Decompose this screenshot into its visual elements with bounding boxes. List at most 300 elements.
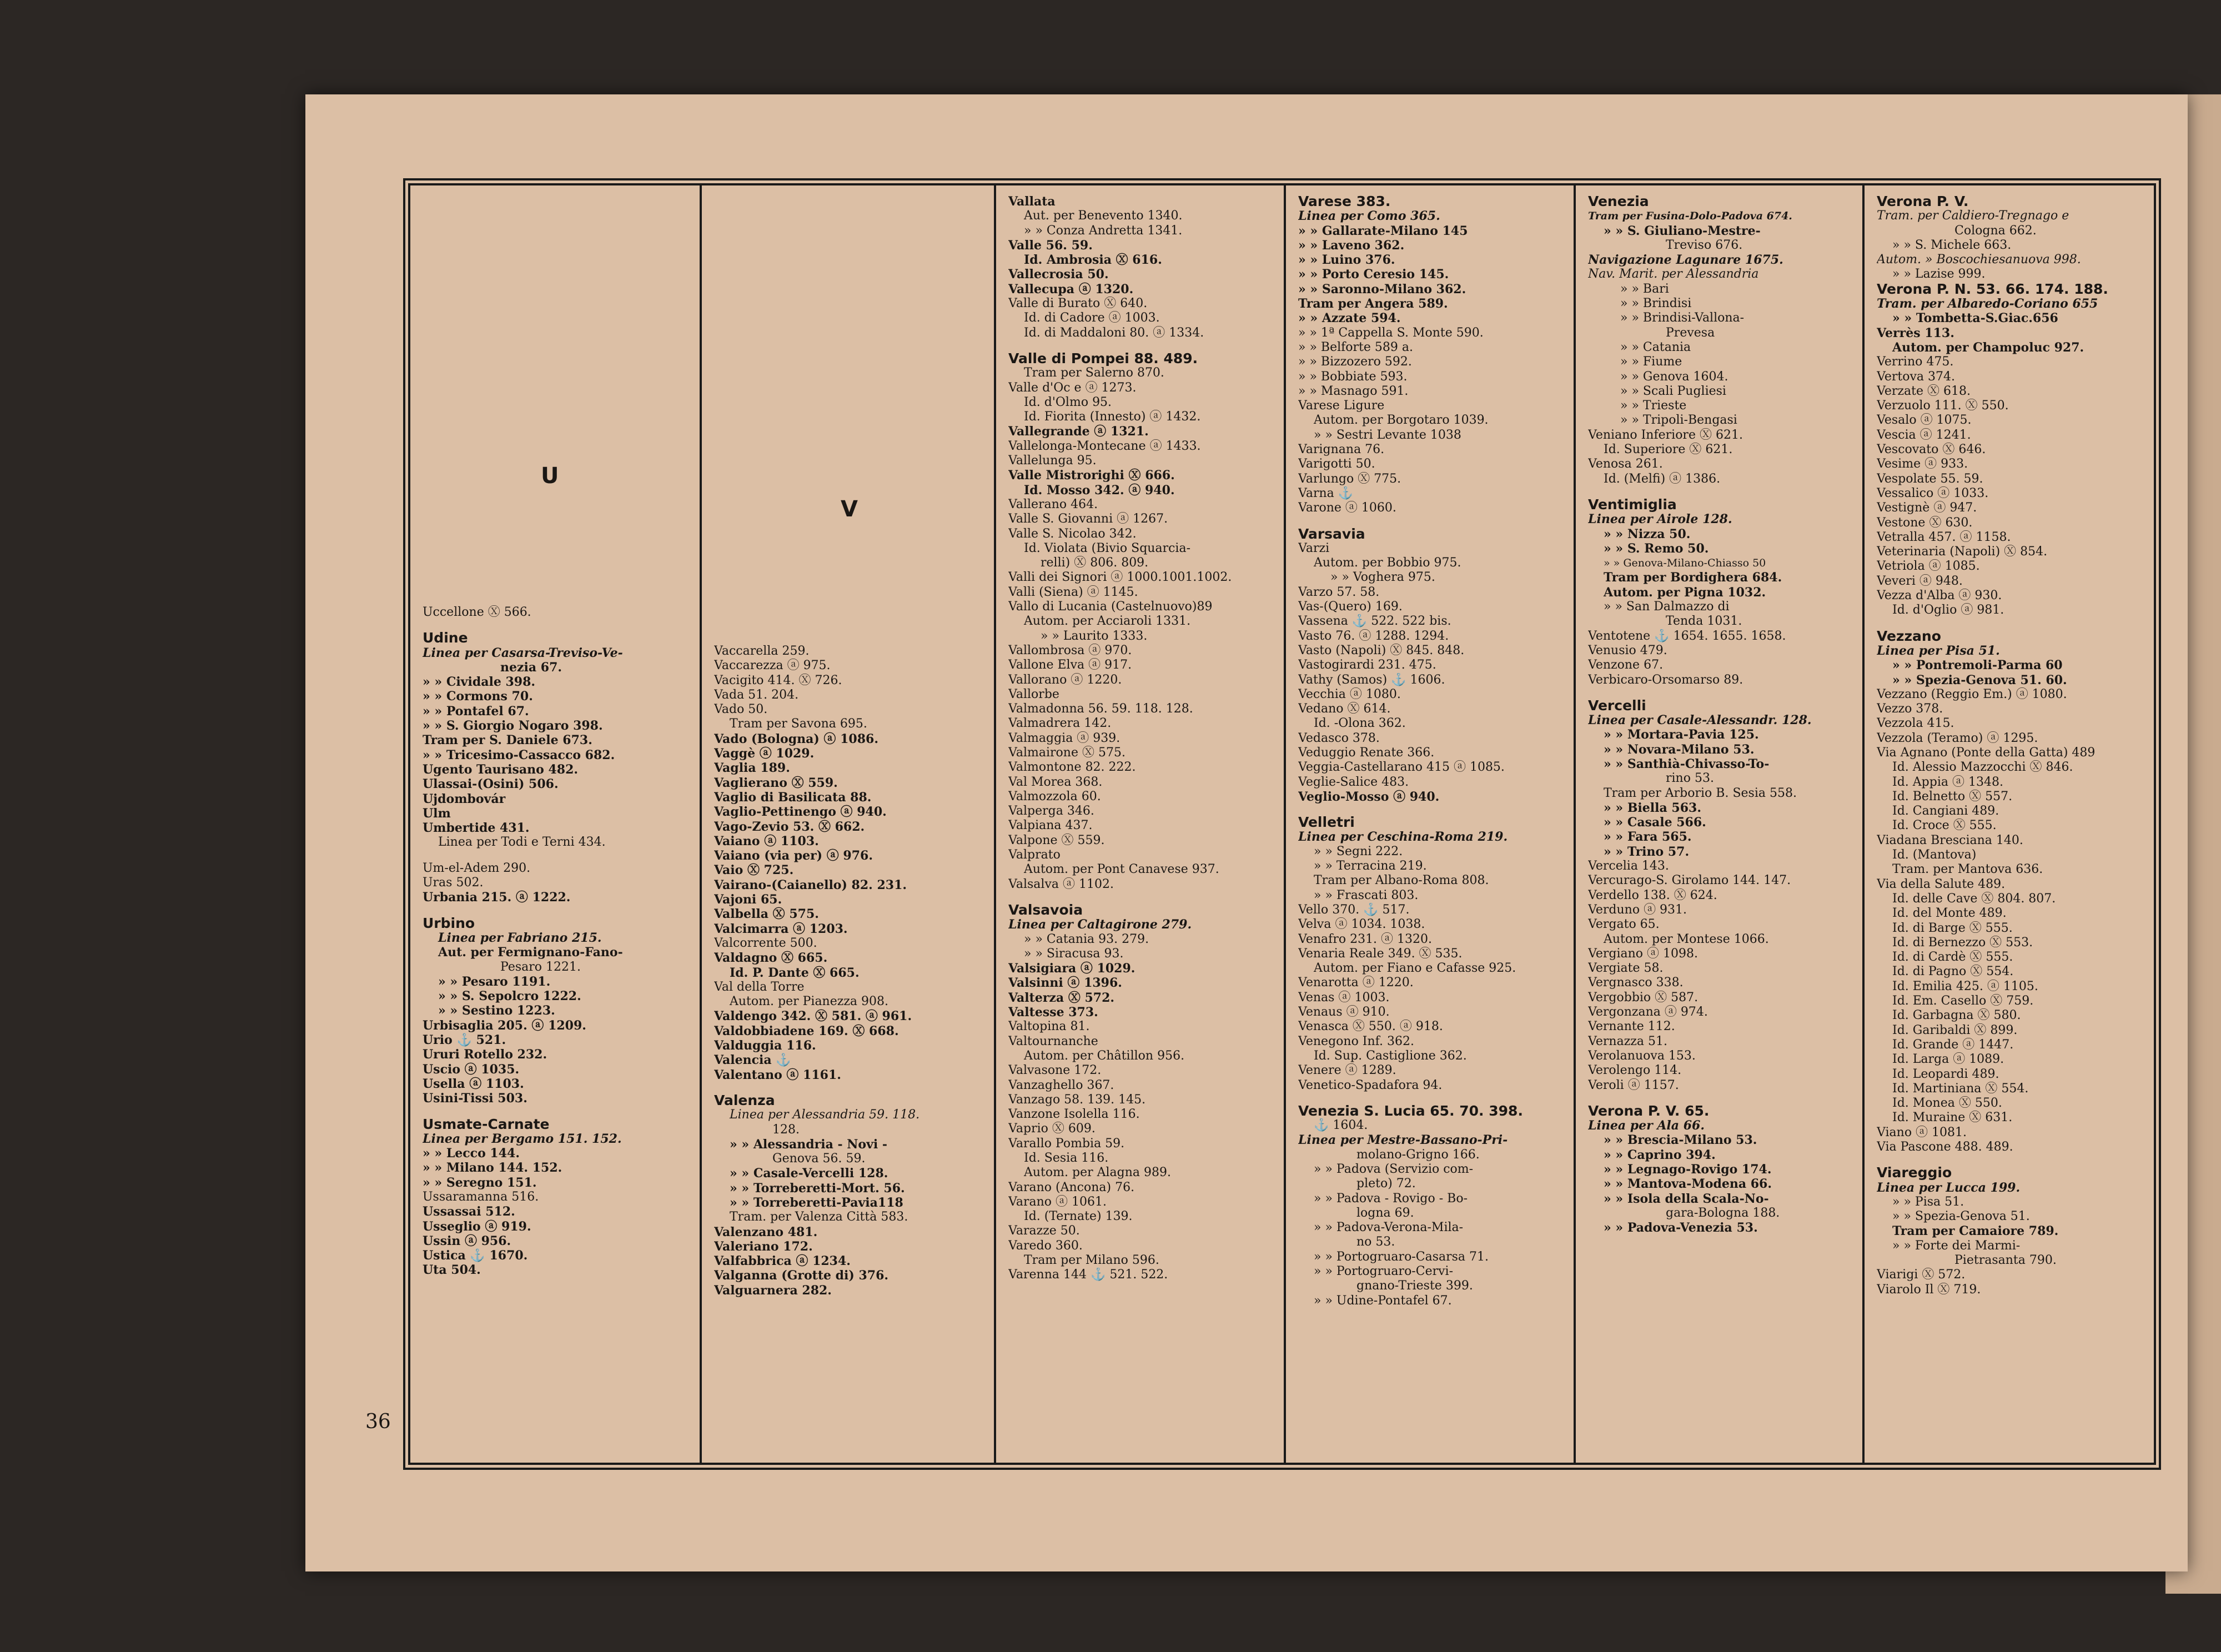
entry-spacer: [423, 850, 690, 861]
index-entry: Vastogirardi 231. 475.: [1298, 658, 1436, 672]
index-entry: Vaglia 189.: [714, 761, 790, 776]
index-entry: Autom. per Champoluc 927.: [1892, 340, 2084, 355]
index-entry: » » Fiume: [1620, 355, 1682, 369]
index-entry: Valli dei Signori ⓐ 1000.1001.1002.: [1008, 570, 1232, 585]
index-entry: » » Pesaro 1191.: [438, 974, 551, 989]
index-entry: Vernante 112.: [1588, 1020, 1675, 1034]
index-entry: Varano (Ancona) 76.: [1008, 1180, 1135, 1194]
index-entry: » » Udine-Pontafel 67.: [1314, 1293, 1452, 1308]
index-entry: » » Tripoli-Bengasi: [1620, 413, 1737, 428]
index-entry: Id. di Pagno Ⓧ 554.: [1892, 965, 2014, 979]
index-entry: » » Fara 565.: [1604, 830, 1692, 845]
index-entry: » » Nizza 50.: [1604, 526, 1691, 541]
index-entry: Linea per Fabriano 215.: [438, 930, 602, 945]
index-entry: » » Brindisi: [1620, 297, 1692, 311]
index-entry: Varenna 144 ⚓ 521. 522.: [1008, 1268, 1168, 1282]
index-entry: Vas-(Quero) 169.: [1298, 600, 1403, 614]
index-entry: Id. Grande ⓐ 1447.: [1892, 1037, 2014, 1052]
index-entry: Verrès 113.: [1877, 325, 1954, 340]
index-entry: Autom. » Boscochiesanuova 998.: [1877, 253, 2081, 267]
index-entry: Venusio 479.: [1588, 643, 1667, 657]
index-entry: Verbicaro-Orsomarso 89.: [1588, 672, 1743, 687]
index-entry: Vaggè ⓐ 1029.: [714, 746, 815, 761]
index-entry: Id. del Monte 489.: [1892, 906, 2007, 921]
index-entry: Venzone 67.: [1588, 658, 1664, 672]
index-entry: Varallo Pombia 59.: [1008, 1136, 1125, 1151]
index-entry: » » Bari: [1620, 282, 1669, 296]
index-entry: » » Biella 563.: [1604, 800, 1701, 815]
index-entry: Vessalico ⓐ 1033.: [1877, 486, 1989, 500]
index-heading: Varsavia: [1298, 526, 1365, 541]
index-entry: » » Pontafel 67.: [423, 704, 529, 719]
index-entry: » » Terracina 219.: [1314, 859, 1427, 873]
index-entry: Linea per Casale-Alessandr. 128.: [1588, 713, 1812, 728]
index-entry: Id. Monea Ⓧ 550.: [1892, 1096, 2002, 1111]
index-entry: Ventotene ⚓ 1654. 1655. 1658.: [1588, 629, 1786, 643]
index-entry: » » Casale 566.: [1604, 815, 1706, 830]
index-entry: Verzuolo 111. Ⓧ 550.: [1877, 399, 2009, 413]
index-entry: Autom. per Alagna 989.: [1024, 1166, 1171, 1180]
index-entry: Aut. per Benevento 1340.: [1024, 209, 1183, 223]
index-entry: Id. d'Oglio ⓐ 981.: [1892, 603, 2004, 617]
index-entry: Veterinaria (Napoli) Ⓧ 854.: [1877, 545, 2048, 559]
index-entry: » » Genova-Milano-Chiasso 50: [1604, 557, 1766, 570]
index-column-6: [1865, 185, 2154, 1463]
index-entry: Vallegrande ⓐ 1321.: [1008, 424, 1149, 439]
index-entry: Valenzano 481.: [714, 1224, 818, 1239]
index-entry: Autom. per Châtillon 956.: [1024, 1048, 1185, 1063]
index-entry: Vaio Ⓧ 725.: [714, 863, 794, 878]
index-entry: Valpone Ⓧ 559.: [1008, 833, 1105, 847]
index-entry: » » Siracusa 93.: [1024, 946, 1124, 961]
index-entry: » » Caprino 394.: [1604, 1147, 1716, 1162]
index-entry: Linea per Todi e Terni 434.: [438, 835, 606, 850]
index-entry: Vetriola ⓐ 1085.: [1877, 559, 1980, 574]
entry-spacer: [1298, 516, 1564, 527]
index-entry: Tram per Arborio B. Sesia 558.: [1604, 786, 1797, 800]
index-entry: Linea per Ceschina-Roma 219.: [1298, 830, 1508, 845]
index-heading: Venezia: [1588, 194, 1649, 209]
index-entry: Uras 502.: [423, 876, 484, 890]
entry-spacer: [1588, 1093, 1852, 1104]
index-entry: Vada 51. 204.: [714, 687, 799, 702]
index-entry: Valle d'Oc e ⓐ 1273.: [1008, 380, 1137, 395]
index-entry: Varazze 50.: [1008, 1224, 1080, 1238]
index-entry: Venosa 261.: [1588, 457, 1663, 471]
index-entry: Varano ⓐ 1061.: [1008, 1194, 1107, 1209]
index-entry: Vallelonga-Montecane ⓐ 1433.: [1008, 439, 1201, 453]
index-heading: Velletri: [1298, 815, 1355, 830]
index-entry: Valguarnera 282.: [714, 1283, 832, 1298]
index-entry: Ulassai-(Osini) 506.: [423, 777, 559, 792]
index-entry: » » S. Remo 50.: [1604, 541, 1709, 556]
index-entry: Tram per Savona 695.: [730, 717, 867, 731]
index-entry: » » Forte dei Marmi-: [1892, 1238, 2021, 1253]
index-entry: logna 69.: [1356, 1206, 1414, 1220]
index-entry: Id. Croce Ⓧ 555.: [1892, 819, 1997, 833]
index-entry: Vaiano ⓐ 1103.: [714, 833, 819, 848]
index-entry: Valmadrera 142.: [1008, 716, 1112, 731]
index-entry: » » Tombetta-S.Giac.656: [1892, 311, 2058, 326]
index-entry: Id. Muraine Ⓧ 631.: [1892, 1111, 2013, 1125]
index-entry: Verolanuova 153.: [1588, 1048, 1696, 1063]
index-entry: » » Trino 57.: [1604, 844, 1690, 859]
index-entry: Autom. per Pianezza 908.: [730, 995, 889, 1009]
index-entry: Ustica ⚓ 1670.: [423, 1248, 528, 1263]
index-entry: Id. (Mantova): [1892, 848, 1977, 862]
index-entry: » » Luino 376.: [1298, 253, 1395, 268]
index-entry: Autom. per Pont Canavese 937.: [1024, 862, 1219, 877]
index-entry: Venas ⓐ 1003.: [1298, 990, 1390, 1005]
index-entry: Id. d'Olmo 95.: [1024, 395, 1112, 409]
book-page: [305, 94, 2188, 1571]
index-entry: Vanzone Isolella 116.: [1008, 1107, 1140, 1122]
index-entry: » » Sestino 1223.: [438, 1003, 555, 1018]
index-entry: Id. Violata (Bivio Squarcia-: [1024, 541, 1190, 555]
index-heading: Vercelli: [1588, 698, 1646, 714]
index-entry: molano-Grigno 166.: [1356, 1147, 1480, 1162]
index-entry: » » Bizzozero 592.: [1298, 355, 1412, 369]
index-entry: Id. (Ternate) 139.: [1024, 1209, 1133, 1224]
index-entry: » » Lecco 144.: [423, 1146, 520, 1161]
index-heading: Varese 383.: [1298, 194, 1391, 209]
index-entry: Tram. per Mantova 636.: [1892, 862, 2043, 877]
index-entry: Linea per Pisa 51.: [1877, 643, 2000, 658]
index-entry: Id. Belnetto Ⓧ 557.: [1892, 789, 2013, 804]
index-entry: Id. Alessio Mazzocchi Ⓧ 846.: [1892, 760, 2073, 775]
index-entry: Verdello 138. Ⓧ 624.: [1588, 888, 1717, 902]
index-entry: Tram per Camaiore 789.: [1892, 1224, 2059, 1239]
index-entry: Urbisaglia 205. ⓐ 1209.: [423, 1018, 586, 1033]
index-entry: Vallelunga 95.: [1008, 454, 1097, 468]
index-entry: Vacigito 414. Ⓧ 726.: [714, 673, 842, 687]
index-entry: Autom. per Acciaroli 1331.: [1024, 614, 1191, 629]
index-entry: Valperga 346.: [1008, 804, 1094, 819]
index-entry: Veveri ⓐ 948.: [1877, 574, 1963, 588]
entry-spacer: [1008, 892, 1274, 903]
index-entry: Id. Leopardi 489.: [1892, 1067, 1999, 1081]
index-entry: Via Agnano (Ponte della Gatta) 489: [1877, 745, 2096, 760]
index-entry: Vezza d'Alba ⓐ 930.: [1877, 589, 2002, 603]
index-entry: Prevesa: [1666, 325, 1715, 340]
index-entry: Tram per Salerno 870.: [1024, 366, 1164, 380]
index-entry: » » Torreberetti-Pavia118: [730, 1195, 903, 1210]
index-entry: Valmadonna 56. 59. 118. 128.: [1008, 702, 1193, 716]
index-entry: Valmontone 82. 222.: [1008, 760, 1136, 775]
index-entry: Genova 56. 59.: [772, 1152, 866, 1166]
index-entry: Vedasco 378.: [1298, 731, 1380, 745]
index-entry: Veduggio Renate 366.: [1298, 745, 1435, 760]
index-entry: Autom. per Borgotaro 1039.: [1314, 413, 1489, 428]
index-entry: Vathy (Samos) ⚓ 1606.: [1298, 672, 1445, 687]
index-entry: Usini-Tissi 503.: [423, 1091, 527, 1106]
index-entry: Vallo di Lucania (Castelnuovo)89: [1008, 600, 1213, 614]
index-entry: Id. delle Cave Ⓧ 804. 807.: [1892, 891, 2056, 906]
index-entry: Umbertide 431.: [423, 821, 530, 836]
index-entry: Vallombrosa ⓐ 970.: [1008, 643, 1132, 657]
index-entry: Id. Larga ⓐ 1089.: [1892, 1052, 2004, 1067]
entry-spacer: [1298, 1093, 1564, 1104]
index-entry: Autom. per Montese 1066.: [1604, 932, 1769, 946]
index-entry: Id. Ambrosia Ⓧ 616.: [1024, 253, 1162, 268]
index-entry: Vernazza 51.: [1588, 1034, 1667, 1048]
index-entry: Id. Fiorita (Innesto) ⓐ 1432.: [1024, 410, 1201, 424]
index-entry: Valmozzola 60.: [1008, 789, 1101, 804]
index-heading: Verona P. V. 65.: [1588, 1103, 1710, 1119]
index-entry: » » Spezia-Genova 51.: [1892, 1209, 2030, 1224]
page-number: 36: [365, 1410, 391, 1433]
index-entry: Navigazione Lagunare 1675.: [1588, 253, 1783, 268]
index-entry: Vezzola 415.: [1877, 716, 1954, 731]
index-entry: Vespolate 55. 59.: [1877, 471, 1983, 486]
index-entry: Id. -Olona 362.: [1314, 716, 1406, 731]
index-entry: Veroli ⓐ 1157.: [1588, 1078, 1679, 1092]
column-entries: [1877, 194, 2144, 1297]
index-heading: Vezzano: [1877, 629, 1941, 644]
index-entry: Vergonzana ⓐ 974.: [1588, 1005, 1708, 1020]
index-entry: Pesaro 1221.: [500, 960, 581, 974]
index-entry: Valprato: [1008, 848, 1061, 862]
index-heading: Udine: [423, 631, 468, 646]
index-entry: Vado (Bologna) ⓐ 1086.: [714, 731, 878, 746]
index-entry: Vergobbio Ⓧ 587.: [1588, 990, 1699, 1005]
index-entry: » » Pisa 51.: [1892, 1194, 1964, 1209]
index-entry: Venegono Inf. 362.: [1298, 1034, 1414, 1048]
index-entry: Ussin ⓐ 956.: [423, 1233, 511, 1248]
index-entry: » » Tricesimo-Cassacco 682.: [423, 747, 615, 762]
index-entry: Vestignè ⓐ 947.: [1877, 501, 1977, 515]
index-entry: Valeriano 172.: [714, 1239, 813, 1254]
index-entry: Id. Emilia 425. ⓐ 1105.: [1892, 979, 2038, 993]
index-entry: Val della Torre: [714, 980, 805, 994]
index-entry: Linea per Bergamo 151. 152.: [423, 1131, 622, 1146]
index-entry: » » Isola della Scala-No-: [1604, 1191, 1769, 1206]
index-entry: » » Frascati 803.: [1314, 888, 1419, 902]
index-entry: Id. Garbagna Ⓧ 580.: [1892, 1008, 2021, 1023]
index-entry: » » Catania: [1620, 340, 1691, 354]
index-entry: Tram per Albano-Roma 808.: [1314, 873, 1489, 888]
index-entry: Via Pascone 488. 489.: [1877, 1140, 2013, 1154]
index-entry: Vaiano (via per) ⓐ 976.: [714, 848, 873, 863]
index-entry: Vecchia ⓐ 1080.: [1298, 687, 1401, 701]
index-entry: Varna ⚓: [1298, 486, 1354, 500]
index-entry: Linea per Lucca 199.: [1877, 1180, 2021, 1195]
index-entry: Vergiano ⓐ 1098.: [1588, 946, 1699, 961]
index-entry: » » S. Giuliano-Mestre-: [1604, 223, 1761, 238]
index-entry: Uccellone Ⓧ 566.: [423, 605, 531, 619]
column-entries: [1008, 194, 1274, 1283]
column-entries: [1588, 194, 1852, 1235]
index-entry: Autom. per Bobbio 975.: [1314, 556, 1461, 570]
index-entry: Vaglio di Basilicata 88.: [714, 790, 872, 805]
index-heading: Usmate-Carnate: [423, 1117, 550, 1132]
index-entry: » » Conza Andretta 1341.: [1024, 223, 1183, 238]
index-entry: Vallone Elva ⓐ 917.: [1008, 658, 1132, 672]
index-entry: Ururi Rotello 232.: [423, 1047, 547, 1062]
index-entry: » » Portogruaro-Cervi-: [1314, 1264, 1454, 1279]
index-heading: Valenza: [714, 1093, 775, 1108]
index-entry: Valcimarra ⓐ 1203.: [714, 921, 848, 936]
index-entry: Veniano Inferiore Ⓧ 621.: [1588, 428, 1743, 442]
index-entry: Viadana Bresciana 140.: [1877, 833, 2023, 847]
section-letter-v: V: [841, 496, 858, 522]
index-entry: Vestone Ⓧ 630.: [1877, 515, 1973, 530]
index-entry: Linea per Alessandria 59. 118.: [730, 1108, 920, 1122]
index-entry: Vezzola (Teramo) ⓐ 1295.: [1877, 731, 2038, 745]
index-entry: Id. Superiore Ⓧ 621.: [1604, 443, 1733, 457]
index-entry: » » Gallarate-Milano 145: [1298, 223, 1468, 238]
index-entry: » » Genova 1604.: [1620, 369, 1728, 384]
index-heading: Verona P. V.: [1877, 194, 1969, 209]
index-entry: Via della Salute 489.: [1877, 877, 2006, 891]
index-entry: rino 53.: [1666, 771, 1714, 786]
index-entry: Usseglio ⓐ 919.: [423, 1219, 531, 1234]
index-entry: » » Segni 222.: [1314, 844, 1403, 858]
index-entry: Varigotti 50.: [1298, 457, 1375, 471]
index-entry: » » Belforte 589 a.: [1298, 340, 1413, 354]
index-entry: Veglie-Salice 483.: [1298, 775, 1409, 789]
index-entry: Ussassai 512.: [423, 1204, 515, 1219]
index-entry: Vetralla 457. ⓐ 1158.: [1877, 530, 2011, 544]
index-entry: Linea per Como 365.: [1298, 209, 1440, 224]
index-entry: Id. Sup. Castiglione 362.: [1314, 1048, 1467, 1063]
index-entry: » » Pontremoli-Parma 60: [1892, 658, 2063, 673]
index-entry: Valbella Ⓧ 575.: [714, 907, 819, 922]
index-entry: Veglio-Mosso ⓐ 940.: [1298, 789, 1440, 804]
index-entry: » » Porto Ceresio 145.: [1298, 267, 1449, 282]
index-entry: gnano-Trieste 399.: [1356, 1279, 1473, 1293]
index-entry: Venetico-Spadafora 94.: [1298, 1078, 1443, 1092]
index-entry: Valencia ⚓: [714, 1053, 791, 1068]
index-entry: Vedano Ⓧ 614.: [1298, 702, 1391, 716]
index-entry: » » Padova - Rovigo - Bo-: [1314, 1191, 1468, 1206]
index-entry: » » Masnago 591.: [1298, 384, 1409, 398]
index-entry: Valterza Ⓧ 572.: [1008, 990, 1115, 1005]
index-entry: Varzi: [1298, 541, 1330, 555]
index-entry: Id. (Melfi) ⓐ 1386.: [1604, 471, 1721, 486]
index-entry: Valle Mistrorighi Ⓧ 666.: [1008, 468, 1175, 483]
index-entry: » » Novara-Milano 53.: [1604, 742, 1755, 757]
index-column-1: [410, 185, 702, 1463]
index-entry: Id. Mosso 342. ⓐ 940.: [1024, 483, 1175, 498]
index-entry: Varzo 57. 58.: [1298, 585, 1380, 599]
entry-spacer: [1877, 618, 2144, 629]
index-entry: » » Voghera 975.: [1330, 570, 1435, 585]
index-entry: Id. di Cardè Ⓧ 555.: [1892, 950, 2013, 965]
index-entry: Vasto (Napoli) Ⓧ 845. 848.: [1298, 643, 1465, 657]
index-entry: Verzate Ⓧ 618.: [1877, 384, 1971, 398]
index-entry: Valle S. Nicolao 342.: [1008, 526, 1137, 541]
entry-spacer: [1588, 486, 1852, 498]
index-entry: » » Seregno 151.: [423, 1175, 537, 1190]
index-entry: Vercurago-S. Girolamo 144. 147.: [1588, 873, 1791, 888]
index-entry: Id. Cangiani 489.: [1892, 804, 1999, 819]
index-entry: Vaprio Ⓧ 609.: [1008, 1122, 1096, 1136]
index-entry: Verrino 475.: [1877, 355, 1954, 369]
index-entry: Vaccarella 259.: [714, 644, 810, 658]
index-entry: 128.: [772, 1122, 800, 1137]
index-entry: Vajoni 65.: [714, 892, 782, 907]
index-entry: » » San Dalmazzo di: [1604, 600, 1730, 614]
index-entry: Id. Garibaldi Ⓧ 899.: [1892, 1023, 2018, 1037]
index-entry: Valtopina 81.: [1008, 1020, 1090, 1034]
index-entry: Tram. per Albaredo-Coriano 655: [1877, 297, 2098, 312]
index-entry: » » S. Giorgio Nogaro 398.: [423, 719, 603, 734]
index-entry: Valle 56. 59.: [1008, 238, 1093, 253]
index-entry: Vezzo 378.: [1877, 702, 1943, 716]
index-entry: Vesalo ⓐ 1075.: [1877, 413, 1972, 428]
index-entry: Valdobbiadene 169. Ⓧ 668.: [714, 1023, 899, 1038]
index-entry: Autom. per Pigna 1032.: [1604, 585, 1766, 600]
index-entry: Valganna (Grotte di) 376.: [714, 1268, 889, 1283]
index-entry: nezia 67.: [500, 660, 562, 675]
index-entry: Vasto 76. ⓐ 1288. 1294.: [1298, 629, 1449, 643]
index-entry: » » Sestri Levante 1038: [1314, 428, 1461, 442]
index-entry: Vergnasco 338.: [1588, 976, 1684, 990]
index-entry: Tram per Bordighera 684.: [1604, 570, 1782, 585]
index-entry: » » Cividale 398.: [423, 675, 536, 690]
index-entry: Venafro 231. ⓐ 1320.: [1298, 932, 1433, 946]
index-heading: Valsavoia: [1008, 902, 1083, 918]
index-entry: » » Azzate 594.: [1298, 311, 1401, 326]
index-entry: Vallecupa ⓐ 1320.: [1008, 282, 1134, 297]
index-entry: Vescovato Ⓧ 646.: [1877, 443, 1986, 457]
section-letter-u: U: [541, 463, 559, 489]
index-entry: Vado 50.: [714, 702, 768, 717]
index-entry: » » Scali Pugliesi: [1620, 384, 1726, 398]
index-entry: Vallata: [1008, 194, 1056, 209]
index-entry: no 53.: [1356, 1235, 1395, 1249]
index-entry: Id. di Maddaloni 80. ⓐ 1334.: [1024, 325, 1204, 340]
index-entry: Vergato 65.: [1588, 917, 1660, 932]
index-entry: Veggia-Castellarano 415 ⓐ 1085.: [1298, 760, 1505, 775]
index-entry: Id. di Cadore ⓐ 1003.: [1024, 311, 1160, 325]
entry-spacer: [714, 1082, 984, 1093]
index-entry: Valvasone 172.: [1008, 1063, 1102, 1078]
index-entry: gara-Bologna 188.: [1666, 1206, 1780, 1220]
index-entry: Vescia ⓐ 1241.: [1877, 428, 1971, 442]
index-entry: Valsigiara ⓐ 1029.: [1008, 961, 1135, 976]
index-heading: Venezia S. Lucia 65. 70. 398.: [1298, 1103, 1523, 1119]
index-entry: » » Laurito 1333.: [1041, 629, 1148, 643]
index-entry: Pietrasanta 790.: [1954, 1253, 2057, 1268]
index-entry: Varignana 76.: [1298, 443, 1385, 457]
index-heading: Viareggio: [1877, 1166, 1952, 1181]
index-entry: Vairano-(Caianello) 82. 231.: [714, 877, 907, 892]
column-entries: [714, 644, 984, 1298]
index-entry: Varone ⓐ 1060.: [1298, 501, 1396, 515]
index-entry: Valduggia 116.: [714, 1038, 816, 1053]
index-entry: Verduno ⓐ 931.: [1588, 902, 1687, 917]
index-entry: Autom. per Fiano e Cafasse 925.: [1314, 961, 1516, 976]
index-entry: Id. Appia ⓐ 1348.: [1892, 775, 2003, 789]
index-entry: Vesime ⓐ 933.: [1877, 457, 1968, 471]
column-entries: [1298, 194, 1564, 1308]
index-entry: Vallecrosia 50.: [1008, 267, 1109, 282]
index-column-5: [1576, 185, 1865, 1463]
index-entry: Id. di Bernezzo Ⓧ 553.: [1892, 935, 2033, 950]
index-entry: Vertova 374.: [1877, 369, 1956, 384]
index-entry: ⚓ 1604.: [1314, 1118, 1368, 1133]
index-entry: » » Brescia-Milano 53.: [1604, 1133, 1757, 1148]
index-entry: » » Trieste: [1620, 399, 1687, 413]
index-entry: Um-el-Adem 290.: [423, 861, 531, 875]
index-entry: Vassena ⚓ 522. 522 bis.: [1298, 614, 1451, 629]
entry-spacer: [1298, 804, 1564, 815]
index-entry: » » Catania 93. 279.: [1024, 932, 1149, 946]
index-entry: » » Padova-Verona-Mila-: [1314, 1221, 1464, 1235]
entry-spacer: [423, 1106, 690, 1117]
